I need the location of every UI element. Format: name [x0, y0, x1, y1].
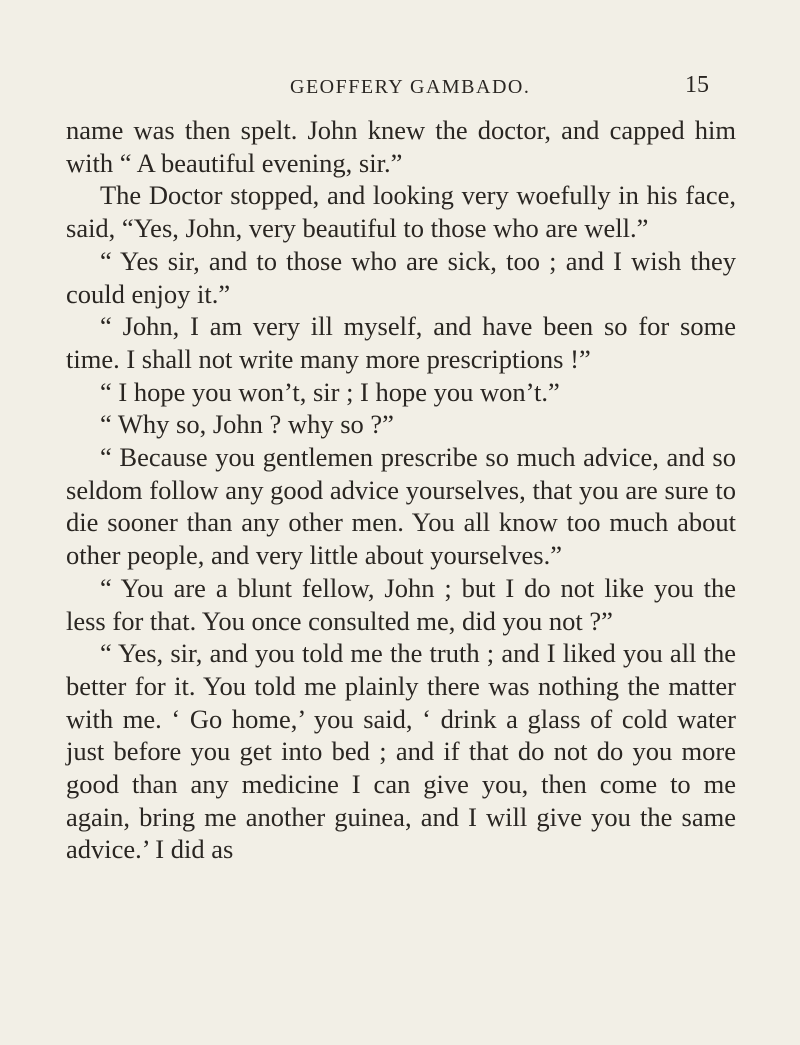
running-head: GEOFFERY GAMBADO. [290, 76, 531, 98]
paragraph: “ John, I am very ill myself, and have been so for some time. I shall not write many more prescriptions !” [66, 311, 736, 374]
page-number: 15 [685, 72, 709, 98]
paragraph: “ Yes, sir, and you told me the truth ; and I liked you all the better for it. You told me plainly there was nothing the matter with me. ‘ Go home,’ you said, ‘ drink a glass of cold water just before you get into bed ; and if that do not do you more good than any medicine I can give you, then come to me again, bring me another guinea, and I will give you the same advice.’ I did as [66, 638, 736, 865]
paragraph: “ I hope you won’t, sir ; I hope you won’t.” [100, 376, 560, 407]
paragraph: “ Yes sir, and to those who are sick, too ; and I wish they could enjoy it.” [66, 245, 736, 309]
paragraph: The Doctor stopped, and looking very woefully in his face, said, “Yes, John, very beautiful to those who are well.” [66, 180, 736, 244]
paragraph: “ Why so, John ? why so ?” [100, 409, 394, 440]
paragraph: “ Because you gentlemen prescribe so much advice, and so seldom follow any good advice yourselves, that you are sure to die sooner than any other men. You all know too much about other people, and very little about yourselves.” [66, 442, 736, 571]
paragraph: name was then spelt. John knew the doctor, and capped him with “ A beautiful evening, sir.” [66, 115, 736, 178]
body-text [66, 114, 736, 866]
paragraph: “ You are a blunt fellow, John ; but I do not like you the less for that. You once consulted me, did you not ?” [66, 572, 736, 636]
